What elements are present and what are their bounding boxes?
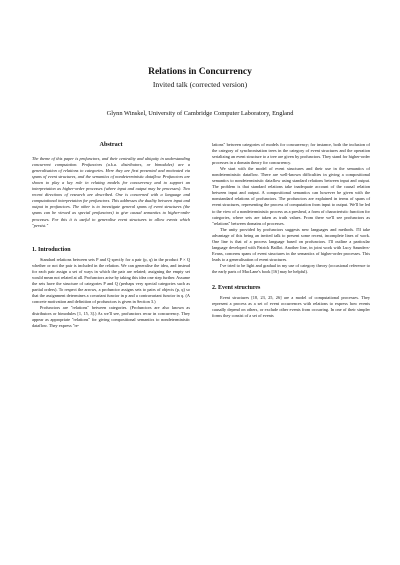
paper-title: Relations in Concurrency (148, 67, 252, 77)
right-column (212, 142, 370, 319)
section-heading-event-structures: 2. Event structures (212, 285, 261, 292)
paper-subtitle: Invited talk (corrected version) (152, 80, 248, 89)
author-line: Glynn Winskel, University of Cambridge Computer Laboratory, England (106, 110, 294, 117)
event-structures-paragraph: Event structures [18, 23, 25, 26] are a model of computational processes. They represent a process as a set of event occurrences with relations to express how events causally depend on others, or exclude other events from occurring. In one of their simpler forms they consist of a set of events (212, 295, 370, 319)
right-paragraph-2: We start with the model of event structures and their use in the semantics of nondeterministic dataflow. There are well-known difficulties in giving a compositional semantics to nondeterministic dataflow using standard relations between input and output. The problem is that standard relations take inadequate account of the causal relation between input and output. A compositional semantics can however be given with the nonstandard relations of profunctors. The profunctors are explained in terms of spans of event structures, representing the process of computation from input to output. We'll be led to the view of a nondeterministic process as a presheaf, a form of characteristic function for categories, where sets are taken as truth values. From there we'll see profunctors as "relations" between domains of processes. (212, 166, 370, 226)
intro-paragraph-2: Profunctors are "relations" between categories. (Profunctors are also known as distributors or bimodules [1, 15, 3].) As we'll see, profunctors recur in concurrency. They appear as appropriate "relations" for giving compositional semantics to nondeterministic dataflow. They express "re- (32, 305, 190, 329)
intro-paragraph-1: Standard relations between sets P and Q specify for a pair (p, q) in the product P × Q whether or not the pair is included in the relation. We can generalise the idea, and instead for each pair assign a set of ways in which the pair are related; assigning the empty set would mean not related at all. Profunctors arise by taking this idea one step further. Assume the sets have the structure of categories P and Q (perhaps very special categories such as partial orders). To respect the arrows, a profunctor assigns sets to pairs of objects (p, q) so that the assignment determines a covariant functor in p and a contravariant functor in q. (A concrete motivation and definition of profunctors is given in Section 3.) (32, 256, 190, 304)
abstract-heading: Abstract (99, 141, 123, 148)
right-paragraph-3: The unity provided by profunctors suggests new languages and methods. I'll take advantage of this being an invited talk to present some recent, incomplete lines of work. One line is that of a process language based on profunctors. I'll outline a particular language developed with Patrick Baillot. Another line, in joint work with Lucy Saunders-Evans, concerns spans of event structures in the semantics of higher-order processes. This leads to a generalisation of event structures. (212, 226, 370, 262)
right-paragraph-1: lations" between categories of models for concurrency; for instance, both the inclusion of the category of synchronisation trees in the category of event structures and the operation serializing an event structure to a tree are given by profunctors. They stand for higher-order processes in a domain theory for concurrency. (212, 142, 370, 166)
left-column (32, 142, 190, 329)
right-paragraph-4: I've tried to be light and gradual in my use of category theory (occasional reference to the early parts of MacLane's book [16] may be helpful). (212, 262, 370, 274)
abstract-text: The theme of this paper is profunctors, and their centrality and ubiquity in understanding concurrent computation. Profunctors (a.k.a. distributors, or bimodules) are a generalisation of relations to categories. Here they are first presented and motivated via spans of event structures, and the semantics of nondeterministic dataflow. Profunctors are shown to play a key role in relating models for concurrency and to support an interpretation as higher-order processes (where input and output may be processes). Two recent directions of research are described. One is concerned with a language and computational interpretation for profunctors. This addresses the duality between input and output in profunctors. The other is to investigate general spans of event structures (the spans can be viewed as special profunctors) to give causal semantics to higher-order processes. For this it is useful to generalise event structures to allow events which "persist." (32, 156, 190, 228)
section-heading-introduction: 1. Introduction (32, 246, 71, 253)
